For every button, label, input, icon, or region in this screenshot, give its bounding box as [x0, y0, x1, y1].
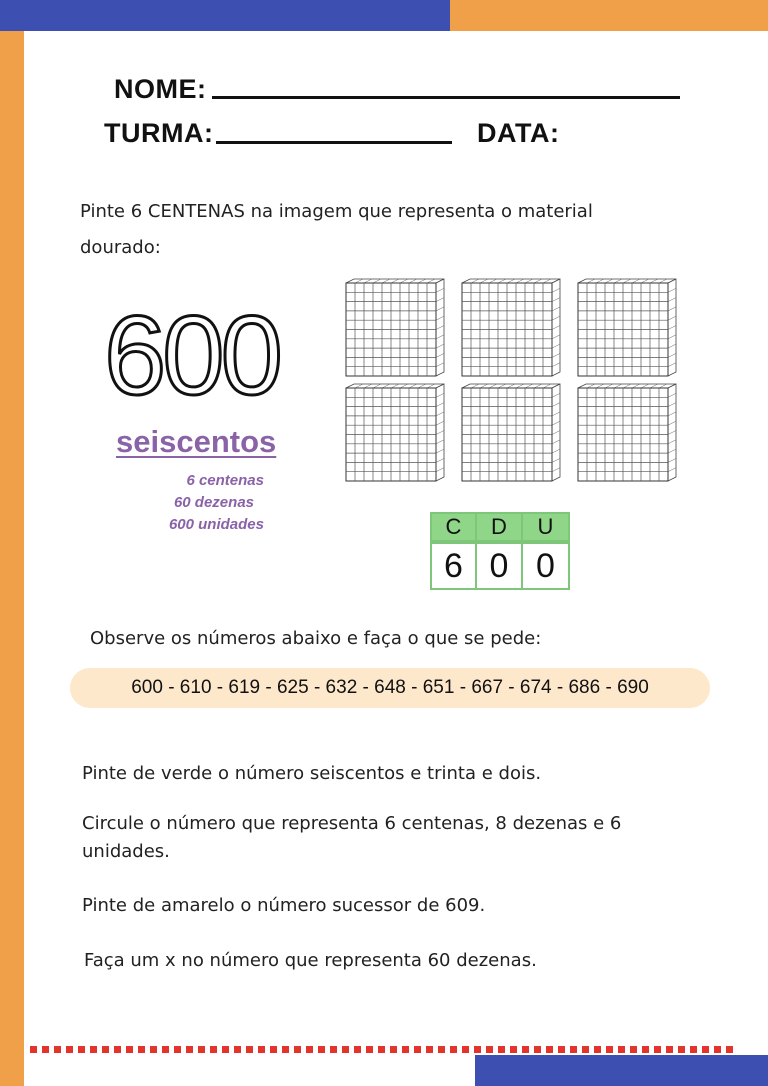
top-blue-bar	[0, 0, 450, 31]
decomp-dezenas: 60 dezenas	[173, 494, 254, 511]
pv-digit-c: 6	[430, 542, 477, 590]
task-2: Circule o número que representa 6 centenas, 8 dezenas e 6 unidades.	[82, 813, 622, 862]
hundred-block[interactable]	[577, 383, 680, 483]
class-label: TURMA:	[104, 118, 214, 148]
decomp-unidades: 600 unidades	[168, 516, 264, 533]
instruction-observe: Observe os números abaixo e faça o que se pede:	[90, 628, 542, 649]
hundred-block[interactable]	[577, 278, 680, 378]
class-field[interactable]	[216, 141, 452, 144]
date-label: DATA:	[477, 118, 560, 148]
task-1: Pinte de verde o número seiscentos e trinta e dois.	[82, 763, 542, 784]
decomp-centenas: 6 centenas	[186, 472, 264, 489]
hundred-block[interactable]	[345, 278, 448, 378]
pv-header-d: D	[475, 512, 523, 542]
task-3: Pinte de amarelo o número sucessor de 609.	[82, 895, 486, 916]
pv-digit-u: 0	[521, 542, 570, 590]
left-orange-bar	[0, 31, 24, 1086]
number-name: seiscentos	[116, 424, 277, 459]
pv-header-c: C	[430, 512, 477, 542]
top-orange-bar	[450, 0, 768, 31]
dashed-border	[30, 1046, 738, 1053]
hundred-block[interactable]	[461, 278, 564, 378]
hundred-block[interactable]	[345, 383, 448, 483]
name-label: NOME:	[114, 74, 207, 104]
task-4: Faça um x no número que representa 60 dezenas.	[84, 950, 537, 971]
bottom-blue-bar	[475, 1055, 768, 1086]
pv-digit-d: 0	[475, 542, 523, 590]
big-number: 600	[104, 293, 279, 418]
name-field[interactable]	[212, 96, 680, 99]
number-sequence[interactable]: 600 - 610 - 619 - 625 - 632 - 648 - 651 - 667 - 674 - 686 - 690	[70, 668, 710, 708]
place-value-table	[430, 512, 570, 590]
instruction-line-2: dourado:	[80, 237, 161, 258]
hundred-block[interactable]	[461, 383, 564, 483]
instruction-line-1: Pinte 6 CENTENAS na imagem que representa o material	[80, 201, 593, 222]
pv-header-u: U	[521, 512, 570, 542]
